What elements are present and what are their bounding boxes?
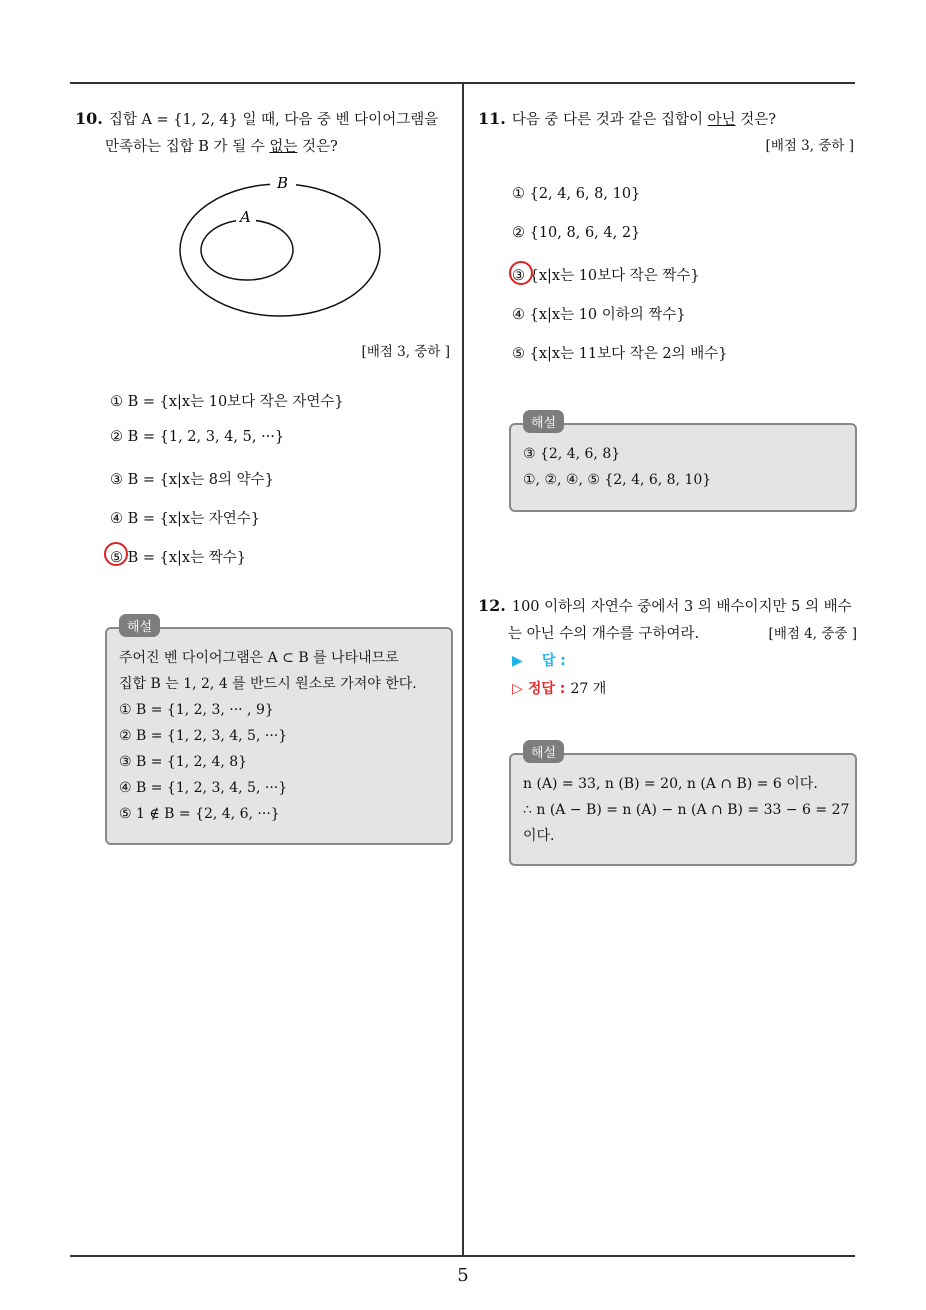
q12-explanation-line-3: 이다.	[523, 828, 555, 844]
q12-correct-row	[512, 678, 606, 698]
q10-text-line2: 만족하는 집합 B 가 될 수 없는 것은?	[105, 139, 338, 155]
q11-text: 11. 다음 중 다른 것과 같은 집합이 아닌 것은?	[478, 109, 777, 128]
q11-option-5[interactable]: ⑤ {x|x는 11보다 작은 2의 배수}	[512, 346, 728, 362]
q12-explanation-line-2: ∴ n (A − B) = n (A) − n (A ∩ B) = 33 − 6 = 27	[523, 802, 850, 818]
q11-explanation-line-2: ①, ②, ④, ⑤ {2, 4, 6, 8, 10}	[523, 472, 712, 488]
q10-option-2[interactable]: ② B = {1, 2, 3, 4, 5, ···}	[110, 429, 285, 445]
question-10	[75, 105, 460, 161]
q10-explanation-line-4: ② B = {1, 2, 3, 4, 5, ···}	[119, 728, 288, 744]
venn-label-b: B	[277, 174, 289, 192]
q11-option-1[interactable]: ① {2, 4, 6, 8, 10}	[512, 186, 641, 202]
page-number: 5	[457, 1265, 469, 1286]
q10-option-5[interactable]: ⑤ B = {x|x는 짝수}	[110, 550, 246, 566]
q12-text-line2: 는 아닌 수의 개수를 구하여라. [배점 4, 중중 ]	[478, 621, 863, 648]
q10-option-1[interactable]: ① B = {x|x는 10보다 작은 자연수}	[110, 394, 344, 410]
correct-arrow-icon: ▷	[512, 681, 523, 697]
q10-explanation-line-3: ① B = {1, 2, 3, ··· , 9}	[119, 702, 274, 718]
q12-answer-label: 답 :	[541, 653, 566, 669]
q10-explanation-tag: 해설	[119, 614, 160, 637]
q10-meta: [배점 3, 중하 ]	[361, 344, 450, 360]
q11-number: 11.	[478, 109, 506, 128]
q10-option-4[interactable]: ④ B = {x|x는 자연수}	[110, 511, 260, 527]
venn-inner-set-a	[201, 220, 293, 280]
q10-text-line1: 10. 집합 A = {1, 2, 4} 일 때, 다음 중 벤 다이어그램을	[75, 109, 439, 128]
q12-text-line1: 12. 100 이하의 자연수 중에서 3 의 배수이지만 5 의 배수	[478, 596, 852, 615]
q10-answer-circle-mark	[104, 542, 128, 566]
q10-explanation-line-2: 집합 B 는 1, 2, 4 를 반드시 원소로 가져야 한다.	[119, 676, 417, 692]
q11-explanation-tag: 해설	[523, 410, 564, 433]
q10-number: 10.	[75, 109, 103, 128]
q10-explanation-line-5: ③ B = {1, 2, 4, 8}	[119, 754, 248, 770]
question-12	[478, 592, 863, 648]
q11-option-3[interactable]: ③ {x|x는 10보다 작은 짝수}	[512, 268, 700, 284]
q12-explanation-tag: 해설	[523, 740, 564, 763]
venn-outer-set-b	[180, 184, 380, 316]
q12-answer-row	[512, 650, 566, 670]
q11-option-2[interactable]: ② {10, 8, 6, 4, 2}	[512, 225, 641, 241]
column-divider	[462, 82, 464, 1256]
q12-correct-label: 정답 :	[527, 681, 566, 697]
q10-explanation-line-1: 주어진 벤 다이어그램은 A ⊂ B 를 나타내므로	[119, 650, 399, 666]
q11-option-4[interactable]: ④ {x|x는 10 이하의 짝수}	[512, 307, 686, 323]
question-11	[478, 105, 858, 154]
q12-number: 12.	[478, 596, 506, 615]
venn-label-a: A	[240, 208, 251, 226]
q11-answer-circle-mark	[509, 261, 533, 285]
q10-explanation-line-6: ④ B = {1, 2, 3, 4, 5, ···}	[119, 780, 288, 796]
q10-option-3[interactable]: ③ B = {x|x는 8의 약수}	[110, 472, 274, 488]
q11-explanation-box	[509, 423, 857, 512]
q12-explanation-line-1: n (A) = 33, n (B) = 20, n (A ∩ B) = 6 이다.	[523, 776, 818, 792]
q11-explanation-line-1: ③ {2, 4, 6, 8}	[523, 446, 621, 462]
q12-correct-value: 27 개	[570, 681, 607, 697]
q12-explanation-box	[509, 753, 857, 866]
q11-meta: [배점 3, 중하 ]	[765, 138, 854, 154]
answer-arrow-icon: ▶	[512, 653, 523, 669]
q12-meta: [배점 4, 중중 ]	[768, 626, 857, 642]
q10-explanation-box	[105, 627, 453, 845]
q10-explanation-line-7: ⑤ 1 ∉ B = {2, 4, 6, ···}	[119, 806, 280, 822]
venn-diagram	[170, 170, 390, 320]
